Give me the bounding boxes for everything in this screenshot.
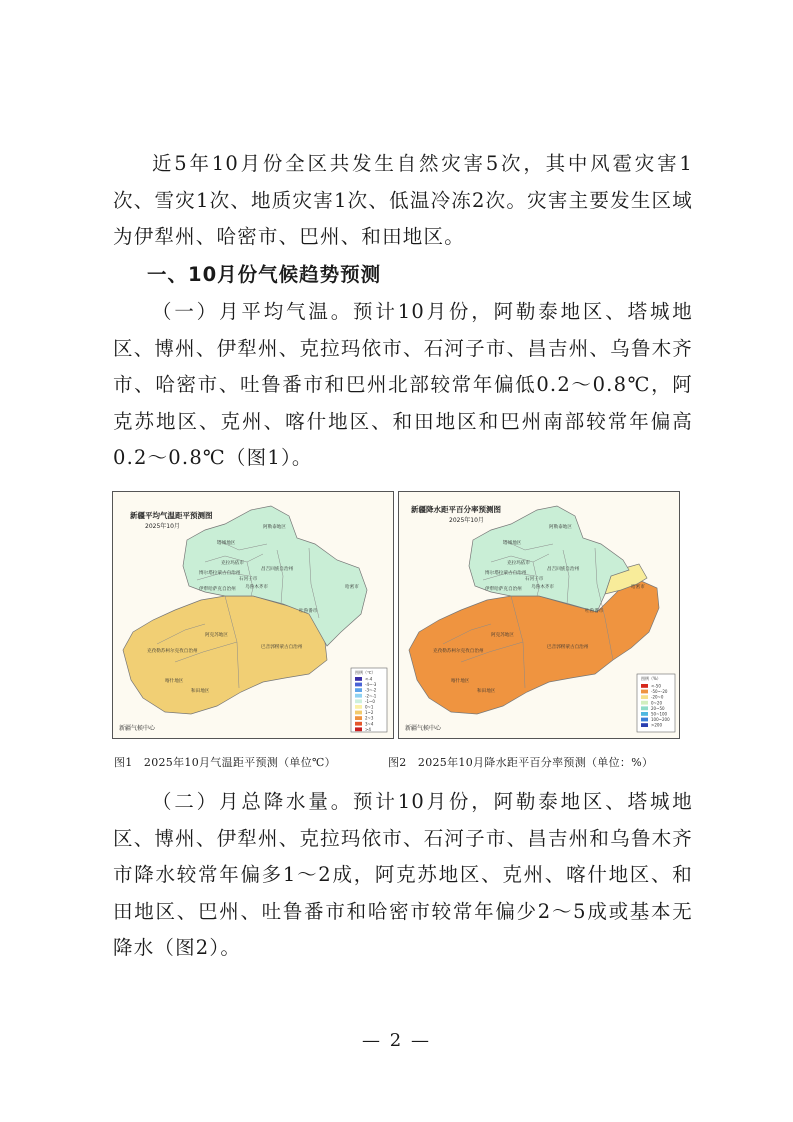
precipitation-map-svg: [399, 492, 679, 738]
legend-swatch: [641, 723, 648, 727]
region-label: 克孜勒苏柯尔克孜自治州: [433, 649, 484, 654]
legend-swatch: [641, 684, 648, 688]
legend-label: 20~50: [651, 705, 665, 711]
region-label: 博尔塔拉蒙古自治州: [199, 571, 241, 576]
region-label: 哈密市: [631, 585, 645, 590]
legend-label: -2~-1: [365, 693, 377, 699]
legend-swatch: [641, 706, 648, 710]
legend-swatch: [355, 688, 362, 692]
map2-legend-title: 图例（%）: [641, 676, 661, 681]
region-label: 阿勒泰地区: [549, 525, 572, 530]
precipitation-map: [398, 491, 680, 739]
region-label: 喀什地区: [165, 679, 184, 684]
legend-swatch: [641, 718, 648, 722]
region-label: 博尔塔拉蒙古自治州: [485, 571, 527, 576]
region-label: 塔城地区: [217, 541, 236, 546]
region-label: 克拉玛依市: [507, 561, 530, 566]
section-heading: 一、10月份气候趋势预测: [147, 263, 382, 286]
temperature-map: [112, 491, 394, 739]
map1-date: 2025年10月: [145, 523, 180, 530]
region-label: 吐鲁番市: [299, 609, 318, 614]
map1-legend-title: 图例（℃）: [355, 670, 376, 675]
temperature-map-svg: [113, 492, 393, 738]
legend-label: >200: [651, 722, 662, 728]
legend-swatch: [355, 694, 362, 698]
precipitation-paragraph: （二）月总降水量。预计10月份，阿勒泰地区、塔城地区、博州、伊犁州、克拉玛依市、石河子市、昌吉州和乌鲁木齐市降水较常年偏多1～2成，阿克苏地区、克州、喀什地区、和田地区、巴州、吐鲁番市和哈密市较常年偏少2～5成或基本无降水（图2）。: [113, 790, 693, 959]
legend-swatch: [355, 711, 362, 715]
legend-label: 50~100: [651, 711, 668, 717]
map1-title: 新疆平均气温距平预测图: [130, 511, 213, 520]
legend-swatch: [355, 683, 362, 687]
legend-swatch: [355, 727, 362, 731]
map1-source: 新疆气候中心: [119, 725, 156, 732]
region-label: 伊犁哈萨克自治州: [485, 587, 522, 592]
legend-swatch: [355, 699, 362, 703]
legend-label: 3~4: [365, 721, 374, 727]
legend-label: -1~0: [365, 698, 375, 704]
region-label: 石河子市: [239, 577, 258, 582]
region-label: 昌吉回族自治州: [261, 567, 294, 572]
legend-label: <-50: [651, 683, 661, 689]
legend-label: 2~3: [365, 715, 374, 721]
region-label: 阿克苏地区: [205, 633, 228, 638]
page-number: — 2 —: [362, 1030, 431, 1051]
region-label: 巴音郭楞蒙古自治州: [547, 645, 589, 650]
legend-label: -20~0: [651, 694, 664, 700]
legend-label: 0~20: [651, 700, 662, 706]
figure1-caption: 图1 2025年10月气温距平预测（单位℃）: [114, 756, 336, 769]
intro-paragraph: 近5年10月份全区共发生自然灾害5次，其中风雹灾害1次、雪灾1次、地质灾害1次、低温冷冻2次。灾害主要发生区域为伊犁州、哈密市、巴州、和田地区。: [113, 152, 693, 248]
legend-swatch: [355, 705, 362, 709]
temperature-paragraph: （一）月平均气温。预计10月份，阿勒泰地区、塔城地区、博州、伊犁州、克拉玛依市、石河子市、昌吉州、乌鲁木齐市、哈密市、吐鲁番市和巴州北部较常年偏低0.2～0.8℃，阿克苏地区、克州、喀什地区、和田地区和巴州南部较常年偏高0.2～0.8℃（图1）。: [113, 300, 693, 469]
legend-label: -3~-2: [365, 687, 377, 693]
legend-label: >4: [365, 726, 371, 732]
region-label: 阿勒泰地区: [263, 525, 286, 530]
region-label: 和田地区: [477, 689, 496, 694]
map2-legend: [637, 674, 675, 732]
region-label: 哈密市: [345, 585, 359, 590]
legend-swatch: [355, 716, 362, 720]
map2-date: 2025年10月: [449, 517, 484, 524]
legend-label: 100~200: [651, 717, 670, 723]
legend-label: <-4: [365, 676, 373, 682]
map2-source: 新疆气候中心: [405, 725, 442, 732]
region-label: 乌鲁木齐市: [245, 585, 268, 590]
region-label: 克拉玛依市: [221, 561, 244, 566]
region-label: 乌鲁木齐市: [531, 585, 554, 590]
region-label: 和田地区: [191, 689, 210, 694]
map2-title: 新疆降水距平百分率预测图: [411, 505, 501, 514]
figure2-caption: 图2 2025年10月降水距平百分率预测（单位：%）: [388, 756, 654, 769]
region-label: 石河子市: [525, 577, 544, 582]
legend-swatch: [641, 695, 648, 699]
region-label: 巴音郭楞蒙古自治州: [261, 645, 303, 650]
region-label: 塔城地区: [503, 541, 522, 546]
legend-label: 0~1: [365, 704, 374, 710]
region-label: 吐鲁番市: [585, 609, 604, 614]
map1-legend: [351, 668, 387, 732]
region-label: 阿克苏地区: [491, 633, 514, 638]
region-label: 昌吉回族自治州: [547, 567, 580, 572]
region-label: 伊犁哈萨克自治州: [199, 587, 236, 592]
legend-swatch: [355, 722, 362, 726]
legend-swatch: [641, 701, 648, 705]
legend-label: -50~-20: [651, 689, 668, 695]
legend-label: 1~2: [365, 710, 374, 716]
legend-swatch: [355, 677, 362, 681]
region-label: 克孜勒苏柯尔克孜自治州: [147, 649, 198, 654]
region-label: 喀什地区: [451, 679, 470, 684]
legend-label: -4~-3: [365, 682, 377, 688]
legend-swatch: [641, 712, 648, 716]
legend-swatch: [641, 690, 648, 694]
